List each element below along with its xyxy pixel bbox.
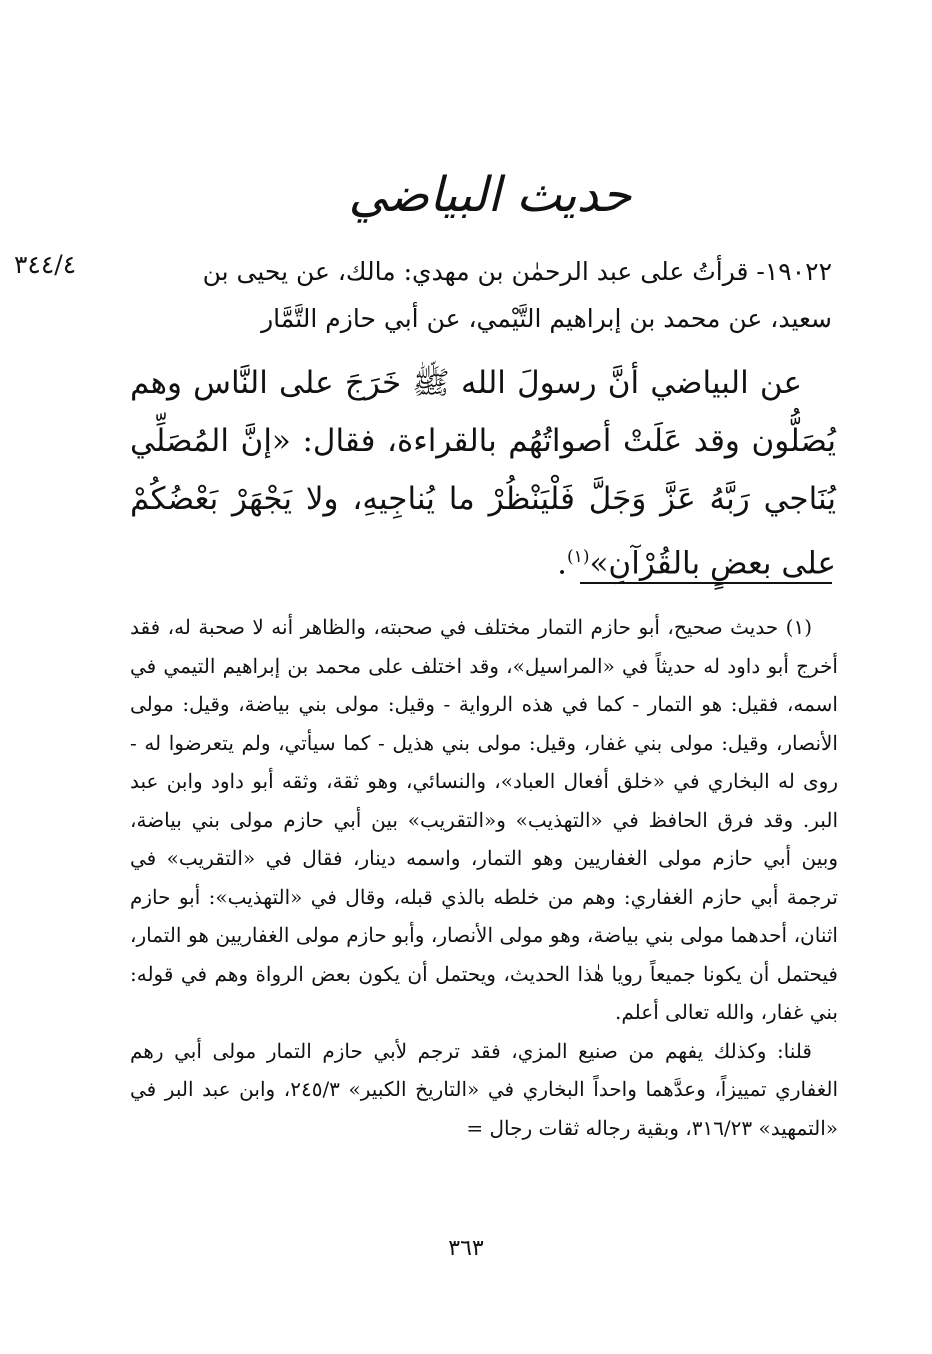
footnote-1: (١) حديث صحيح، أبو حازم التمار مختلف في صحبته، والظاهر أنه لا صحبة له، فقد أخرج أبو داود له حديثاً في «المراسيل»، وقد اختلف على محمد بن إبراهيم التيمي في اسمه، فقيل: هو التمار - كما في هذه الرواية - وقيل: مولى بني بياضة، وقيل: مولى الأنصار، وقيل: مولى بني غفار، وقيل: مولى بني هذيل - كما سيأتي، ولم يتعرضوا له - روى له البخاري في «خلق أفعال العباد»، والنسائي، وهو ثقة، وثقه أبو داود وابن عبد البر. وقد فرق الحافظ في «التهذيب» و«التقريب» بين أبي حازم مولى بني بياضة، وبين أبي حازم مولى الغفاريين وهو التمار، واسمه دينار، فقال في «التقريب» في ترجمة أبي حازم الغفاري: وهم من خلطه بالذي قبله، وقال في «التهذيب»: أبو حازم اثنان، أحدهما مولى بني بياضة، وهو مولى الأنصار، وأبو حازم مولى الغفاريين هو التمار، فيحتمل أن يكونا جميعاً رويا هٰذا الحديث، ويحتمل أن يكون بعض الرواة وهم في قوله: بني غفار، والله تعالى أعلم. xyxy=(130,615,838,1024)
page-number: ٣٦٣ xyxy=(448,1236,484,1261)
footnotes xyxy=(130,608,838,1147)
hadith-isnad xyxy=(132,248,832,342)
footnote-marker: (١) xyxy=(567,547,590,567)
matn-end: . xyxy=(557,545,567,582)
isnad-line-2: سعيد، عن محمد بن إبراهيم التَّيْمي، عن أبي حازم التَّمَّار xyxy=(261,304,832,333)
footnote-separator xyxy=(580,582,832,584)
isnad-line-1: ١٩٠٢٢- قرأتُ على عبد الرحمٰن بن مهدي: مالك، عن يحيى بن xyxy=(202,257,832,286)
chapter-title: حديث البياضي xyxy=(348,167,632,223)
footnote-2: قلنا: وكذلك يفهم من صنيع المزي، فقد ترجم لأبي حازم التمار مولى أبي رهم الغفاري تمييزاً، وعدَّهما واحداً البخاري في «التاريخ الكبير» ٢٤٥/٣، وابن عبد البر في «التمهيد» ٣١٦/٢٣، وبقية رجاله ثقات رجال = xyxy=(130,1038,839,1140)
matn-paragraph xyxy=(130,354,836,592)
volume-page-reference: ٣٤٤/٤ xyxy=(14,250,77,279)
hadith-matn xyxy=(130,354,836,592)
matn-text: عن البياضي أنَّ رسولَ الله ﷺ خَرَجَ على النَّاس وهم يُصَلُّون وقد عَلَتْ أصواتُهُم بالقراءة، فقال: «إنَّ المُصَلِّي يُنَاجي رَبَّهُ عَزَّ وَجَلَّ فَلْيَنْظُرْ ما يُناجِيهِ، ولا يَجْهَرْ بَعْضُكُمْ على بعضٍ بالقُرْآنِ» xyxy=(130,365,836,582)
